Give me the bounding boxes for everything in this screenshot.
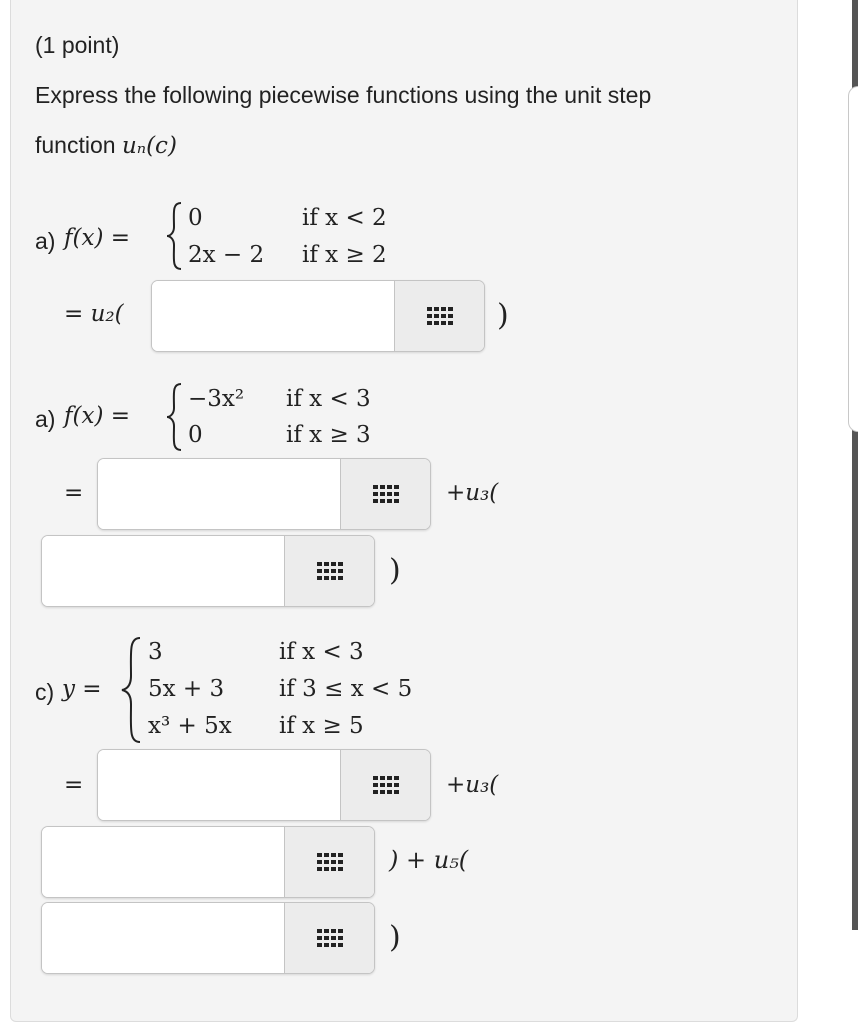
part-c-label: c) — [35, 679, 55, 705]
part-c-brace — [120, 636, 144, 744]
points-label: (1 point) — [35, 32, 120, 58]
part-a2-equals: = — [64, 480, 84, 506]
side-drawer-tab[interactable] — [848, 86, 858, 432]
math-keyboard-button[interactable] — [284, 903, 374, 973]
part-c-answer-input-2[interactable] — [41, 826, 375, 898]
part-c-equals: = — [64, 772, 84, 798]
part-a1-answer-input[interactable] — [151, 280, 485, 352]
math-keyboard-button[interactable] — [284, 536, 374, 606]
answer-field[interactable] — [42, 827, 285, 897]
part-a2-step-term: +u₃( — [446, 480, 499, 506]
part-c-step-term-2: ) + u₅( — [389, 846, 469, 874]
part-a1-close-paren: ) — [497, 298, 509, 333]
answer-field[interactable] — [98, 750, 341, 820]
part-a1-lhs: f(x) = — [64, 225, 131, 251]
part-a2-answer-input-2[interactable] — [41, 535, 375, 607]
part-a1-brace — [165, 201, 185, 271]
part-c-lhs: y = — [62, 676, 102, 702]
answer-field[interactable] — [42, 903, 285, 973]
math-keyboard-button[interactable] — [340, 750, 430, 820]
part-a1-answer-prefix: = u₂( — [64, 301, 124, 327]
part-c-answer-input-1[interactable] — [97, 749, 431, 821]
keyboard-grid-icon — [317, 929, 343, 947]
part-c-close-paren: ) — [389, 920, 401, 955]
keyboard-grid-icon — [373, 776, 399, 794]
part-a2-brace — [165, 382, 185, 452]
prompt-line-1: Express the following piecewise functions using the unit step — [35, 82, 652, 108]
math-keyboard-button[interactable] — [394, 281, 484, 351]
part-a1-label: a) — [35, 228, 56, 254]
math-keyboard-button[interactable] — [340, 459, 430, 529]
part-a2-label: a) — [35, 406, 56, 432]
math-keyboard-button[interactable] — [284, 827, 374, 897]
keyboard-grid-icon — [373, 485, 399, 503]
answer-field[interactable] — [98, 459, 341, 529]
answer-field[interactable] — [42, 536, 285, 606]
part-c-answer-input-3[interactable] — [41, 902, 375, 974]
answer-field[interactable] — [152, 281, 395, 351]
keyboard-grid-icon — [427, 307, 453, 325]
part-a2-close-paren: ) — [389, 553, 401, 588]
prompt-line-2: function uₙ(c) — [35, 132, 177, 159]
part-c-step-term-1: +u₃( — [446, 772, 499, 798]
unit-step-notation: uₙ(c) — [121, 133, 177, 159]
keyboard-grid-icon — [317, 562, 343, 580]
part-a2-lhs: f(x) = — [64, 403, 131, 429]
keyboard-grid-icon — [317, 853, 343, 871]
part-a2-answer-input-1[interactable] — [97, 458, 431, 530]
